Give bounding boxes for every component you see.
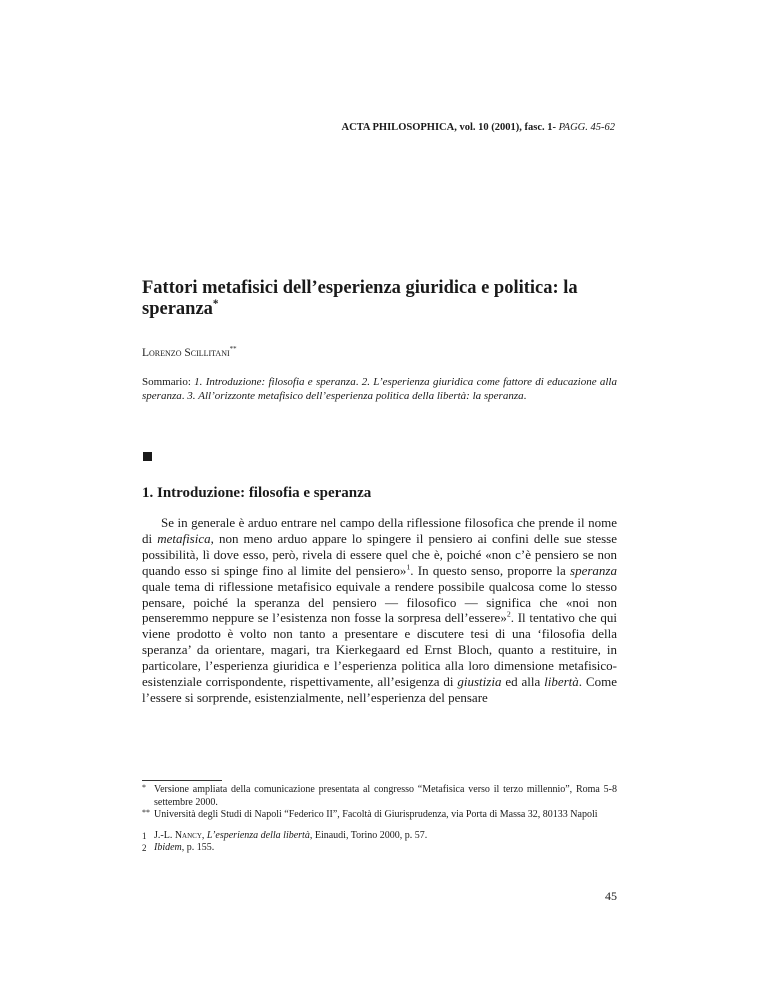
author-footnote-mark: ** [229,346,237,354]
citation-details: , p. 155. [181,842,215,853]
cited-ibidem: Ibidem [154,842,182,853]
article-title-text: Fattori metafisici dell’esperienza giuridica e politica: la speranza [142,278,578,319]
footnote-item [142,784,617,809]
summary-item-text: L’esperienza giuridica come fattore di educazione alla speranza [142,376,617,402]
cited-author: J.-L. Nancy, [154,829,205,841]
body-text-run: , non meno arduo appare lo spingere il pensiero ai confini delle sue stesse possibilità, lì dove esso, però, rivela di essere quel che è, poiché «non c’è pensiero se non quando esso si spinge fino al limite del pensiero» [142,530,617,578]
footnote-item [142,830,617,843]
running-head [142,122,615,133]
footnote-mark: 1 [142,830,147,841]
body-emphasis: libertà [544,674,579,690]
author-first-name: Lorenzo [142,347,182,359]
footnote-item [142,809,617,822]
summary-item-num: 2. [361,376,370,388]
author-last-name: Scillitani [184,347,230,359]
body-text-run: . Come l’essere si sorprende, esistenzialmente, nell’esperienza del pensare [142,674,617,705]
page-range: PAGG. 45-62 [558,122,615,133]
body-emphasis: giustizia [457,674,502,690]
summary-item-text: All’orizzonte metafisico dell’esperienza politica della libertà: la speranza [198,390,524,402]
cited-title: L’esperienza della libertà [206,829,310,841]
body-text-run: ed alla [501,674,545,690]
body-emphasis: metafisica [157,530,211,546]
footnote-mark: * [142,783,146,792]
body-paragraph [142,515,617,706]
summary-item-num: 1. [194,376,203,388]
summary-item-text: Introduzione: filosofia e speranza [205,376,356,388]
body-text-run: . In questo senso, proporre la [410,562,571,578]
footnotes [142,784,617,855]
summary: Sommario: 1. Introduzione: filosofia e speranza. 2. L’esperienza giuridica come fattore di educazione alla speranza. 3. All’orizzonte metafisico dell’esperienza politica della libertà: la speranza. [142,376,617,402]
footnote-item [142,842,617,855]
footnote-ref: 1 [406,562,411,572]
page-number: 45 [605,889,617,903]
summary-item-num: 3. [187,390,196,402]
citation-details: , Einaudi, Torino 2000, p. 57. [309,829,428,841]
author [142,347,237,359]
footnote-ref: 2 [506,610,511,620]
section-marker-square [143,452,152,461]
body-text-run: quale tema di riflessione metafisico equivale a rendere possibile qualcosa come lo stesso pensare, poiché la speranza del pensiero — filosofico — significa che «noi non penseremmo neppure se l’esistenza non fosse la sorpresa dell’essere» [142,578,617,626]
footnote-rule [142,780,222,781]
body-text-run: Se in generale è arduo entrare nel campo della riflessione filosofica che prende il nome di [142,515,617,546]
footnote-text: Versione ampliata della comunicazione presentata al congresso “Metafisica verso il terzo millennio”, Roma 5-8 settembre 2000. [154,784,617,808]
article-title [142,278,622,320]
title-footnote-mark: * [212,297,219,310]
footnote-mark: ** [142,808,150,817]
body-text-run: . Il tentativo che qui viene prodotto è volto non tanto a presentare e discutere tesi di una ‘filosofia della speranza’ da orientare, magari, tra Kierkegaard ed Ernst Bloch, quanto a restituire, in particolare, l’esperienza giuridica e l’esperienza politica alla loro dimensione metafisico-esistenziale corrispondente, rispettivamente, all’esigenza di [142,610,617,690]
footnote-mark: 2 [142,843,147,853]
footnote-text: Università degli Studi di Napoli “Federico II”, Facoltà di Giurisprudenza, via Porta di Massa 32, 80133 Napoli [154,809,598,820]
section-heading: 1. Introduzione: filosofia e speranza [142,485,372,501]
journal-citation: ACTA PHILOSOPHICA, vol. 10 (2001), fasc. 1- [341,122,556,133]
body-emphasis: speranza [570,562,617,578]
summary-label: Sommario: [142,376,191,388]
